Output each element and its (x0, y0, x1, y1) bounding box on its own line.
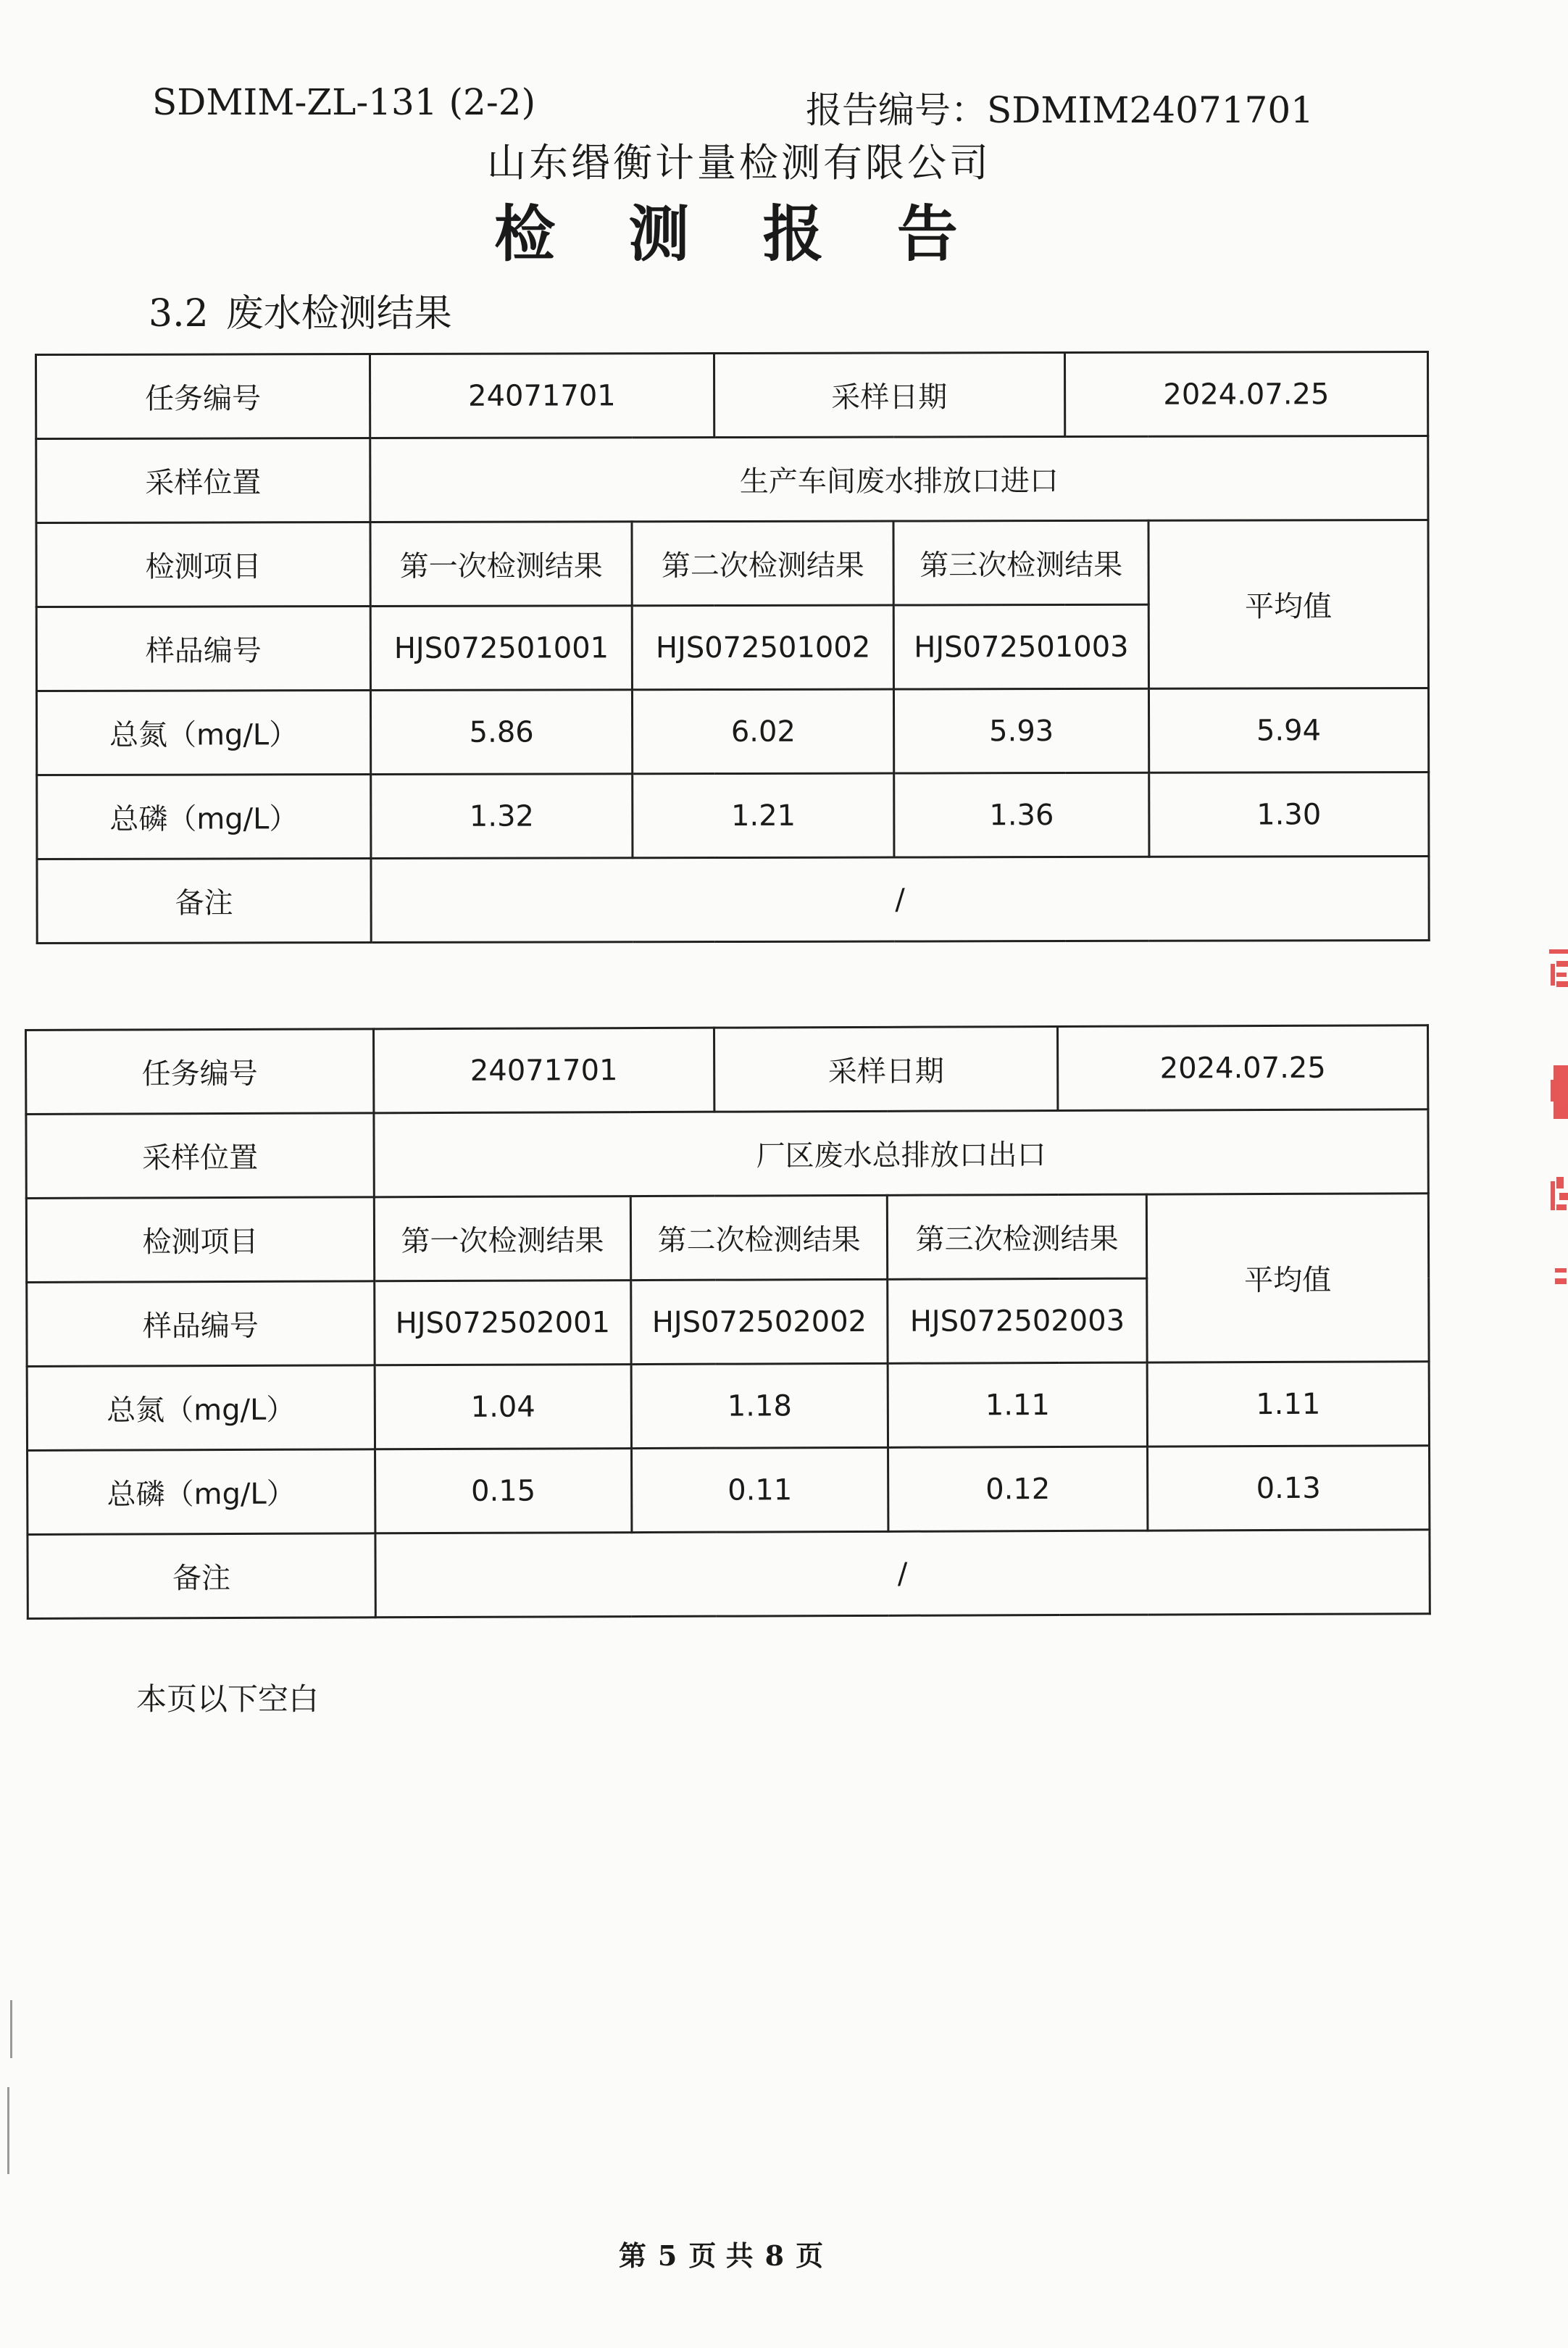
remarks-label: 备注 (37, 859, 371, 944)
sampling-location-value: 厂区废水总排放口出口 (374, 1110, 1429, 1197)
total-phosphorus-3: 1.36 (894, 773, 1149, 857)
form-code: SDMIM-ZL-131 (2-2) (152, 81, 536, 123)
second-result-header: 第二次检测结果 (630, 1195, 887, 1280)
task-no-label: 任务编号 (36, 354, 370, 439)
sampling-date-label: 采样日期 (714, 1027, 1058, 1112)
page-suffix: 页 (796, 2239, 824, 2272)
third-result-header: 第三次检测结果 (887, 1194, 1146, 1279)
scan-artifact-line (7, 2087, 9, 2174)
table-row (26, 1110, 1428, 1199)
sampling-location-label: 采样位置 (26, 1113, 374, 1199)
total-phosphorus-label: 总磷（mg/L） (37, 775, 371, 859)
page-current: 5 (657, 2239, 677, 2272)
result-table-1 (35, 351, 1430, 944)
task-no-value: 24071701 (370, 354, 714, 438)
table-row (36, 436, 1428, 523)
total-nitrogen-label: 总氮（mg/L） (27, 1365, 375, 1451)
task-no-value: 24071701 (373, 1028, 714, 1113)
remarks-value: / (375, 1530, 1430, 1618)
total-phosphorus-1: 1.32 (371, 774, 633, 859)
table-row (26, 1194, 1428, 1283)
sample-no-1: HJS072502001 (375, 1281, 631, 1365)
section-heading (149, 283, 452, 337)
report-number-value: SDMIM24071701 (987, 89, 1314, 131)
table-row (28, 1446, 1430, 1535)
scan-artifact-line (10, 2000, 12, 2058)
seal-fragments (1549, 949, 1568, 1284)
table-row (37, 856, 1429, 943)
table-row (37, 772, 1429, 859)
table-row (26, 1025, 1428, 1115)
sampling-date-label: 采样日期 (714, 353, 1064, 438)
table-row (27, 1362, 1429, 1451)
total-nitrogen-1: 5.86 (371, 690, 633, 775)
remarks-label: 备注 (28, 1533, 375, 1619)
average-header: 平均值 (1146, 1194, 1429, 1362)
total-nitrogen-1: 1.04 (375, 1365, 631, 1449)
third-result-header: 第三次检测结果 (893, 520, 1148, 605)
sampling-date-value: 2024.07.25 (1064, 351, 1428, 436)
total-phosphorus-label: 总磷（mg/L） (28, 1449, 375, 1535)
table-row (36, 351, 1428, 438)
company-name: 山东缗衡计量检测有限公司 (487, 140, 991, 186)
blank-below-note: 本页以下空白 (136, 1681, 320, 1717)
test-item-label: 检测项目 (26, 1197, 374, 1283)
sample-no-2: HJS072502002 (631, 1279, 888, 1364)
remarks-value: / (371, 856, 1429, 942)
page-total: 8 (764, 2239, 785, 2272)
report-number (806, 81, 1314, 133)
total-phosphorus-3: 0.12 (888, 1446, 1148, 1531)
task-no-label: 任务编号 (26, 1029, 374, 1115)
sampling-location-label: 采样位置 (36, 438, 370, 523)
total-nitrogen-label: 总氮（mg/L） (36, 691, 370, 775)
total-nitrogen-average: 5.94 (1148, 688, 1428, 773)
sampling-date-value: 2024.07.25 (1058, 1025, 1428, 1111)
page-prefix: 第 (618, 2239, 646, 2272)
second-result-header: 第二次检测结果 (632, 521, 893, 606)
sample-no-3: HJS072502003 (888, 1278, 1147, 1363)
sample-no-3: HJS072501003 (894, 604, 1149, 689)
test-item-label: 检测项目 (36, 523, 370, 607)
sample-no-1: HJS072501001 (370, 606, 632, 691)
total-phosphorus-average: 1.30 (1149, 772, 1429, 857)
total-nitrogen-2: 6.02 (633, 689, 894, 774)
sample-no-label: 样品编号 (36, 607, 370, 691)
total-phosphorus-2: 0.11 (631, 1447, 888, 1532)
table-row (36, 520, 1428, 607)
report-number-label: 报告编号： (806, 89, 987, 131)
total-phosphorus-average: 0.13 (1148, 1446, 1430, 1531)
sample-no-2: HJS072501002 (632, 605, 893, 690)
table-row (28, 1530, 1430, 1619)
total-phosphorus-1: 0.15 (375, 1449, 631, 1533)
partial-seal-stamp (1535, 935, 1568, 1312)
page-mid: 页 共 (688, 2239, 754, 2272)
page-number (0, 2233, 1442, 2273)
report-title: 检 测 报 告 (494, 198, 984, 270)
total-phosphorus-2: 1.21 (633, 773, 894, 858)
section-title: 废水检测结果 (225, 292, 452, 336)
total-nitrogen-2: 1.18 (631, 1363, 888, 1448)
total-nitrogen-3: 1.11 (888, 1362, 1147, 1447)
first-result-header: 第一次检测结果 (370, 522, 632, 607)
section-number: 3.2 (149, 292, 209, 336)
result-table-2 (25, 1024, 1431, 1620)
first-result-header: 第一次检测结果 (374, 1196, 630, 1281)
total-nitrogen-3: 5.93 (894, 688, 1149, 773)
sample-no-label: 样品编号 (27, 1281, 375, 1367)
table-row (36, 688, 1428, 775)
total-nitrogen-average: 1.11 (1147, 1362, 1429, 1446)
average-header: 平均值 (1148, 520, 1429, 688)
sampling-location-value: 生产车间废水排放口进口 (370, 436, 1428, 522)
